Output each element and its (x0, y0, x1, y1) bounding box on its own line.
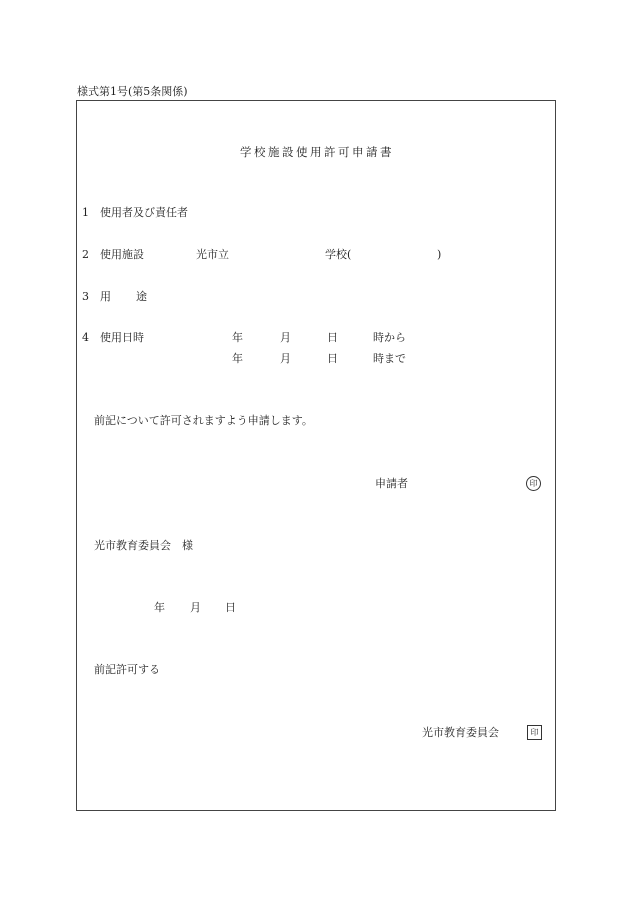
item4-end-month: 月 (280, 352, 291, 365)
date-year: 年 (154, 601, 165, 614)
item4-end-year: 年 (232, 352, 243, 365)
applicant-label: 申請者 (375, 477, 408, 490)
item2-label: 使用施設 (100, 248, 144, 261)
item3-number: 3 (82, 290, 89, 303)
seal-square-icon: 印 (527, 725, 542, 740)
form-title: 学校施設使用許可申請書 (240, 145, 394, 159)
item1-label: 使用者及び責任者 (100, 206, 188, 219)
item4-start-time: 時から (373, 331, 406, 344)
item4-label: 使用日時 (100, 331, 144, 344)
item4-number: 4 (82, 331, 89, 344)
seal-round-icon: 印 (526, 476, 541, 491)
addressee: 光市教育委員会 様 (94, 539, 193, 552)
issuer: 光市教育委員会 (422, 726, 499, 739)
item3-label-a: 用 (100, 290, 111, 303)
item4-start-month: 月 (280, 331, 291, 344)
item4-end-time: 時まで (373, 352, 406, 365)
item4-start-year: 年 (232, 331, 243, 344)
item2-school: 学校( (325, 248, 352, 261)
request-sentence: 前記について許可されますよう申請します。 (94, 414, 313, 427)
form-number: 様式第1号(第5条関係) (77, 85, 188, 98)
item2-city-prefix: 光市立 (196, 248, 229, 261)
date-month: 月 (190, 601, 201, 614)
approval-text: 前記許可する (94, 663, 160, 676)
item4-end-day: 日 (327, 352, 338, 365)
item2-number: 2 (82, 248, 89, 261)
item4-start-day: 日 (327, 331, 338, 344)
item3-label-b: 途 (136, 290, 147, 303)
date-day: 日 (225, 601, 236, 614)
item2-close-paren: ) (437, 248, 442, 261)
item1-number: 1 (82, 206, 89, 219)
